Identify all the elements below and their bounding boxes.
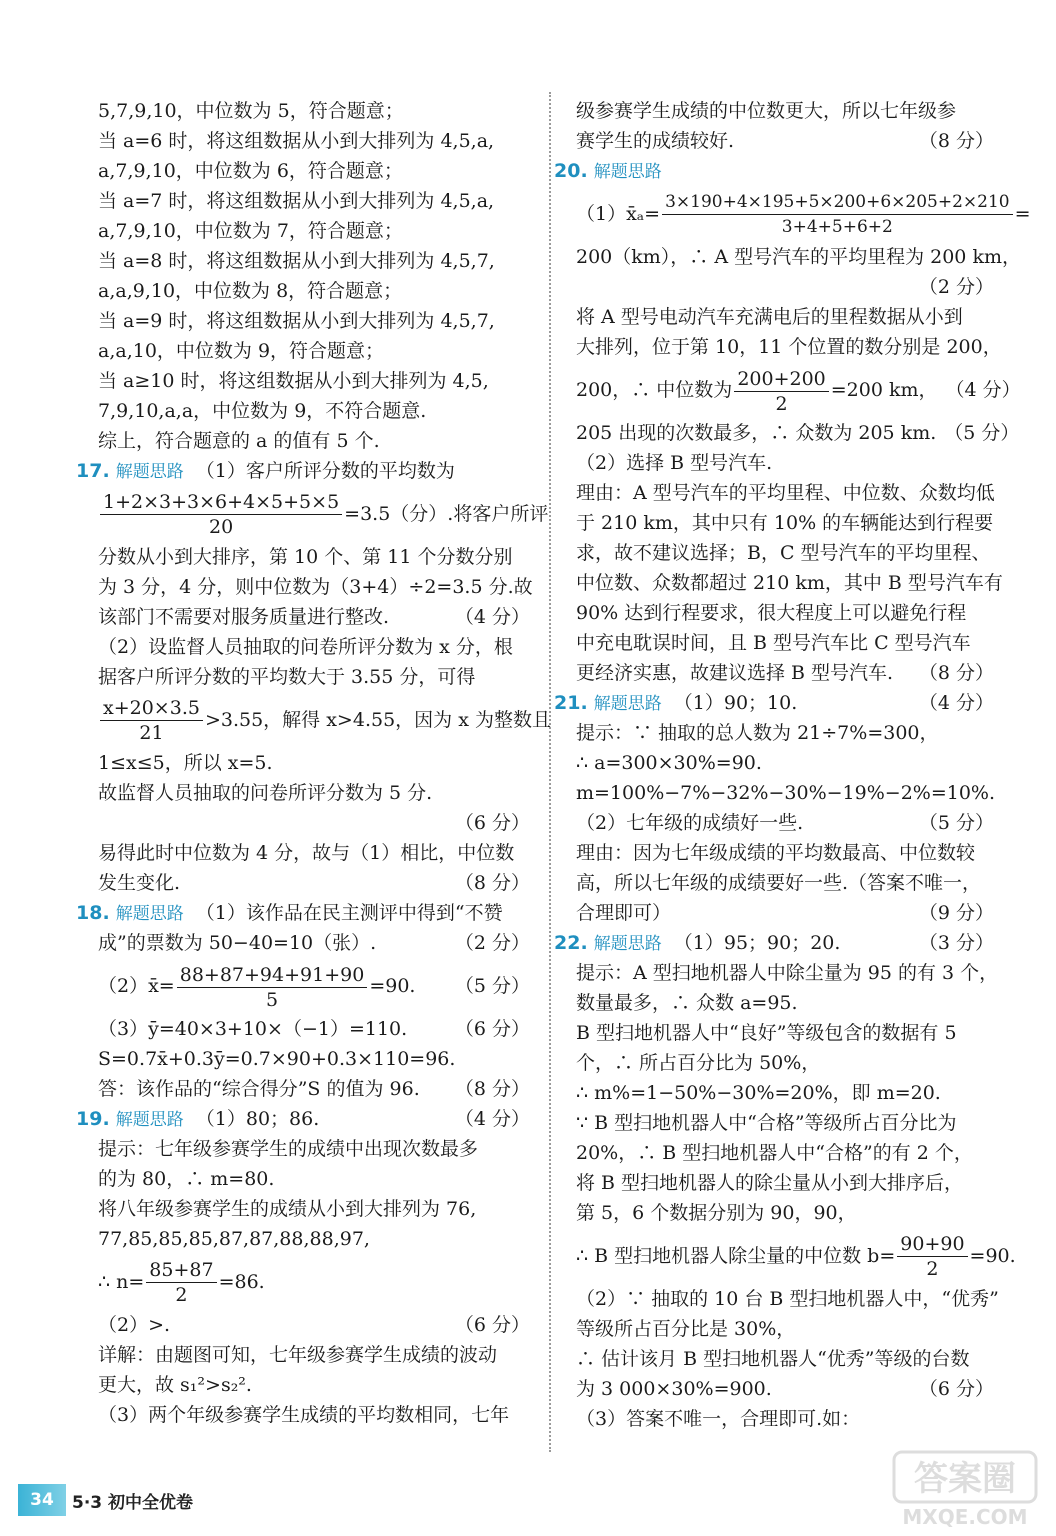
text-line: S=0.7x̄+0.3ȳ=0.7×90+0.3×110=96. — [98, 1048, 456, 1070]
text-line: a,a,9,10，中位数为 8，符合题意； — [98, 280, 403, 302]
score: （6 分） — [454, 1018, 530, 1040]
fraction-line: ∴ n= $\frac{85+87}{2}$ =86. — [98, 1258, 265, 1306]
text-line: 第 5，6 个数据分别为 90，90， — [576, 1202, 857, 1224]
scored-line: 发生变化. （8 分） — [98, 868, 530, 898]
text-line: 个，∴ 所占百分比为 50%， — [576, 1052, 821, 1074]
solution-heading: 解题思路 — [593, 162, 662, 182]
fraction: $\frac{200+200}{2}$ — [734, 367, 828, 416]
text-line: a,a,10，中位数为 9，符合题意； — [98, 340, 385, 362]
score: （6 分） — [454, 1314, 530, 1336]
fraction-line: （1）x̄ₐ= $\frac{3\times 190+4\times 195+5\times 200+6\times 205+2\times 210}{3+4+5+6+2}$ = — [576, 191, 1031, 237]
solution-heading: 解题思路 — [593, 694, 662, 714]
text-line: 77,85,85,85,87,87,88,88,97, — [98, 1228, 370, 1250]
text-line: 于 210 km，其中只有 10% 的车辆能达到行程要 — [576, 512, 994, 534]
scored-line: （3）ȳ=40×3+10×（−1）=110. （6 分） — [98, 1014, 530, 1044]
scored-line: 赛学生的成绩较好. （8 分） — [576, 126, 994, 156]
text-line: m=100%−7%−32%−30%−19%−2%=10%. — [576, 782, 996, 804]
text-line: 200（km），∴ A 型号汽车的平均里程为 200 km， — [576, 246, 1021, 268]
left-column — [76, 96, 551, 1430]
text-line: 90% 达到行程要求，很大程度上可以避免行程 — [576, 602, 967, 624]
score: （8 分） — [454, 872, 530, 894]
text-line: ∵ B 型扫地机器人中“合格”等级所占百分比为 — [576, 1112, 957, 1134]
text-line: 当 a=9 时，将这组数据从小到大排列为 4,5,7, — [98, 310, 495, 332]
score: （3 分） — [918, 932, 994, 954]
book-brand: 5·3 初中全优卷 — [72, 1493, 194, 1513]
text-line: 将 A 型号电动汽车充满电后的里程数据从小到 — [576, 306, 963, 328]
text-line: （3）两个年级参赛学生成绩的平均数相同，七年 — [98, 1404, 510, 1426]
text-line: 的为 80，∴ m=80. — [98, 1168, 275, 1190]
score: （2 分） — [454, 932, 530, 954]
score: （9 分） — [918, 902, 994, 924]
question-number: 17. — [76, 460, 110, 482]
text-line: 大排列，位于第 10，11 个位置的数分别是 200， — [576, 336, 1002, 358]
right-column — [554, 96, 1031, 1434]
fraction: $\frac{85+87}{2}$ — [146, 1258, 216, 1307]
fraction-line: ∴ B 型扫地机器人除尘量的中位数 b= $\frac{90+90}{2}$ =90. — [576, 1232, 1016, 1280]
score: （5 分） — [454, 975, 530, 997]
fraction: $\frac{3\times 190+4\times 195+5\times 200+6\times 205+2\times 210}{3+4+5+6+2}$ — [662, 190, 1013, 239]
fraction-line: $\frac{x+20\times 3.5}{21}$ >3.55，解得 x>4.55，因为 x 为整数且 — [98, 692, 530, 748]
scored-line — [98, 808, 530, 838]
text-line: 为 3 分，4 分，则中位数为（3+4）÷2=3.5 分.故 — [98, 576, 533, 598]
score: （4 分） — [918, 692, 994, 714]
solution-heading: 解题思路 — [593, 934, 662, 954]
fraction: $\frac{88+87+94+91+90}{5}$ — [177, 963, 368, 1012]
scored-line: （2）>. （6 分） — [98, 1310, 530, 1340]
question-number: 21. — [554, 692, 588, 714]
scored-line: 该部门不需要对服务质量进行整改. （4 分） — [98, 602, 530, 632]
score: （6 分） — [918, 1378, 994, 1400]
text-line: 20%，∴ B 型扫地机器人中“合格”的有 2 个， — [576, 1142, 973, 1164]
question-21-line: 21. 解题思路 （1）90；10. （4 分） — [554, 688, 994, 718]
question-19-line: 19. 解题思路 （1）80；86. （4 分） — [76, 1104, 530, 1134]
text-line: 易得此时中位数为 4 分，故与（1）相比，中位数 — [98, 842, 515, 864]
score: （8 分） — [918, 662, 994, 684]
question-17-line: 17. 解题思路 （1）客户所评分数的平均数为 — [76, 460, 455, 482]
score: （4 分） — [454, 606, 530, 628]
solution-heading: 解题思路 — [115, 462, 184, 482]
text-line: 中充电耽误时间，且 B 型号汽车比 C 型号汽车 — [576, 632, 971, 654]
watermark-url: MXQE.COM — [902, 1505, 1028, 1529]
scored-line: 合理即可） （9 分） — [576, 898, 994, 928]
scored-line: 205 出现的次数最多，∴ 众数为 205 km. （5 分） — [576, 418, 994, 448]
scored-line: 更经济实惠，故建议选择 B 型号汽车. （8 分） — [576, 658, 994, 688]
scored-line: 答：该作品的“综合得分”S 的值为 96. （8 分） — [98, 1074, 530, 1104]
text-line: 提示：A 型扫地机器人中除尘量为 95 的有 3 个， — [576, 962, 999, 984]
text-line: 5,7,9,10，中位数为 5，符合题意； — [98, 100, 404, 122]
text-line: 等级所占百分比是 30%， — [576, 1318, 796, 1340]
scored-line: 为 3 000×30%=900. （6 分） — [576, 1374, 994, 1404]
fraction-line: $\frac{1+2\times 3+3\times 6+4\times 5+5\times 5}{20}$ =3.5（分）.将客户所评 — [98, 486, 530, 542]
text-line: B 型扫地机器人中“良好”等级包含的数据有 5 — [576, 1022, 957, 1044]
fraction: $\frac{90+90}{2}$ — [897, 1232, 967, 1281]
text-line: a,7,9,10，中位数为 7，符合题意； — [98, 220, 403, 242]
watermark-text: 答案圈 — [914, 1459, 1016, 1499]
question-22-line: 22. 解题思路 （1）95；90；20. （3 分） — [554, 928, 994, 958]
text-line: 将八年级参赛学生的成绩从小到大排列为 76, — [98, 1198, 477, 1220]
text-line: 理由：因为七年级成绩的平均数最高、中位数较 — [576, 842, 976, 864]
text-line: 将 B 型扫地机器人的除尘量从小到大排序后， — [576, 1172, 964, 1194]
text-line: （3）答案不唯一，合理即可.如： — [576, 1408, 861, 1430]
text-line: 7,9,10,a,a，中位数为 9，不符合题意. — [98, 400, 427, 422]
text-line: 综上，符合题意的 a 的值有 5 个. — [98, 430, 380, 452]
text-line: （2）设监督人员抽取的问卷所评分数为 x 分，根 — [98, 636, 513, 658]
watermark-logo — [890, 1448, 1040, 1530]
text-line: ∴ a=300×30%=90. — [576, 752, 762, 774]
page-number: 34 — [18, 1484, 66, 1516]
text-line: 中位数、众数都超过 210 km，其中 B 型号汽车有 — [576, 572, 1003, 594]
text-line: 求，故不建议选择；B，C 型号汽车的平均里程、 — [576, 542, 991, 564]
text-line: 级参赛学生成绩的中位数更大，所以七年级参 — [576, 100, 957, 122]
score: （8 分） — [454, 1078, 530, 1100]
score: （5 分） — [944, 422, 1020, 444]
text-line: 详解：由题图可知，七年级参赛学生成绩的波动 — [98, 1344, 498, 1366]
text-line: 分数从小到大排序，第 10 个、第 11 个分数分别 — [98, 546, 513, 568]
text-line: 据客户所评分数的平均数大于 3.55 分，可得 — [98, 666, 476, 688]
question-20-line — [554, 156, 994, 186]
scored-line: 成”的票数为 50−40=10（张）. （2 分） — [98, 928, 530, 958]
score: （5 分） — [918, 812, 994, 834]
question-number: 20. — [554, 160, 588, 182]
solution-heading: 解题思路 — [115, 1110, 184, 1130]
scored-line — [576, 272, 994, 302]
text-line: 1≤x≤5，所以 x=5. — [98, 752, 273, 774]
text-line: 高，所以七年级的成绩要好一些.（答案不唯一， — [576, 872, 982, 894]
solution-heading: 解题思路 — [115, 904, 184, 924]
score: （2 分） — [918, 276, 994, 298]
question-number: 19. — [76, 1108, 110, 1130]
text-line: 当 a=7 时，将这组数据从小到大排列为 4,5,a, — [98, 190, 495, 212]
text-line: （2）选择 B 型号汽车. — [576, 452, 773, 474]
text-line: 当 a=8 时，将这组数据从小到大排列为 4,5,7, — [98, 250, 495, 272]
question-number: 22. — [554, 932, 588, 954]
text-line: 提示：∵ 抽取的总人数为 21÷7%=300， — [576, 722, 939, 744]
score: （4 分） — [945, 379, 1021, 401]
text-line: 提示：七年级参赛学生的成绩中出现次数最多 — [98, 1138, 479, 1160]
text-line: ∴ 估计该月 B 型扫地机器人“优秀”等级的台数 — [576, 1348, 970, 1370]
fraction-line: （2）x̄= $\frac{88+87+94+91+90}{5}$ =90. （5 分） — [98, 958, 530, 1014]
question-18-line: 18. 解题思路 （1）该作品在民主测评中得到“不赞 — [76, 902, 503, 924]
text-line: ∴ m%=1−50%−30%=20%，即 m=20. — [576, 1082, 941, 1104]
fraction: $\frac{1+2\times 3+3\times 6+4\times 5+5\times 5}{20}$ — [100, 490, 342, 539]
column-divider — [549, 92, 551, 1452]
text-line: 更大，故 s₁²>s₂². — [98, 1374, 252, 1396]
text-line: 故监督人员抽取的问卷所评分数为 5 分. — [98, 782, 433, 804]
text-line: （2）∵ 抽取的 10 台 B 型扫地机器人中，“优秀” — [576, 1288, 999, 1310]
score: （8 分） — [918, 130, 994, 152]
text-line: 理由：A 型号汽车的平均里程、中位数、众数均低 — [576, 482, 995, 504]
score: （4 分） — [454, 1108, 530, 1130]
scored-line: （2）七年级的成绩好一些. （5 分） — [576, 808, 994, 838]
question-number: 18. — [76, 902, 110, 924]
fraction: $\frac{x+20\times 3.5}{21}$ — [100, 696, 203, 745]
text-line: 当 a≥10 时，将这组数据从小到大排列为 4,5, — [98, 370, 489, 392]
text-line: 数量最多，∴ 众数 a=95. — [576, 992, 798, 1014]
score: （6 分） — [454, 812, 530, 834]
text-line: a,7,9,10，中位数为 6，符合题意； — [98, 160, 403, 182]
text-line: 当 a=6 时，将这组数据从小到大排列为 4,5,a, — [98, 130, 495, 152]
fraction-line: 200，∴ 中位数为 $\frac{200+200}{2}$ =200 km， （4 分） — [576, 362, 994, 418]
